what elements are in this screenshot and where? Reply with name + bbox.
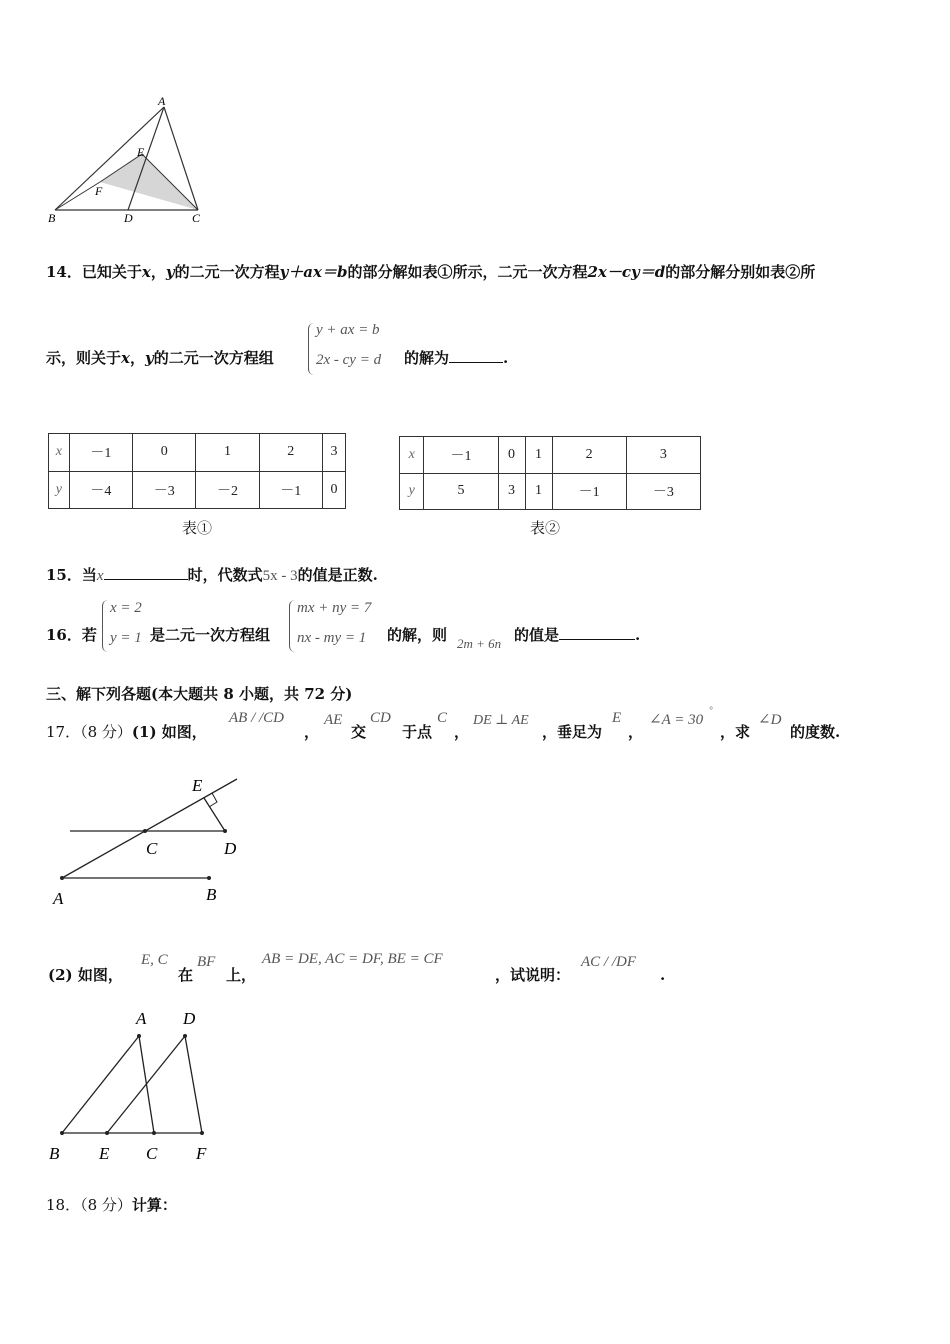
table-row: y 5 3 1 －1 －3 bbox=[400, 473, 701, 510]
system-eq2-q14: 2x - cy = d bbox=[316, 352, 382, 368]
label-B: B bbox=[48, 211, 56, 225]
system-eq1-q14: y + ax = b bbox=[316, 322, 380, 338]
question-14-line2-end: 的解为 . bbox=[404, 349, 509, 367]
answer-blank-q16[interactable] bbox=[559, 625, 635, 640]
answer-blank-q15[interactable] bbox=[104, 565, 188, 580]
table-1-caption: 表① bbox=[182, 519, 213, 537]
question-14-line2: 示，则关于x，y的二元一次方程组 bbox=[46, 349, 274, 367]
label-D: D bbox=[224, 839, 237, 858]
parallel-lines-figure-q17-1 bbox=[46, 770, 256, 910]
label-A: A bbox=[136, 1009, 147, 1028]
equation-2: 2x－cy＝d bbox=[587, 263, 666, 281]
label-A: A bbox=[53, 889, 64, 908]
label-F: F bbox=[95, 184, 103, 198]
section-3-title: 三、解下列各题(本大题共 8 小题，共 72 分) bbox=[46, 685, 353, 703]
label-D: D bbox=[183, 1009, 196, 1028]
expression-2m-6n: 2m + 6n bbox=[457, 636, 502, 651]
label-F: F bbox=[196, 1144, 207, 1163]
label-D: D bbox=[124, 211, 133, 225]
table-2-caption: 表② bbox=[530, 519, 561, 537]
label-E: E bbox=[99, 1144, 110, 1163]
answer-blank-q14[interactable] bbox=[449, 348, 503, 363]
table-1 bbox=[48, 433, 346, 509]
table-row: y －4 －3 －2 －1 0 bbox=[49, 471, 346, 509]
equation-1: y＋ax＝b bbox=[279, 263, 348, 281]
label-C: C bbox=[146, 839, 158, 858]
label-B: B bbox=[49, 1144, 60, 1163]
system-brace-q16b bbox=[289, 600, 296, 652]
label-B: B bbox=[206, 885, 217, 904]
label-E: E bbox=[192, 776, 203, 795]
label-A: A bbox=[158, 94, 166, 108]
label-C: C bbox=[146, 1144, 158, 1163]
system-brace-q14 bbox=[308, 323, 315, 375]
triangles-figure-q17-2 bbox=[42, 1005, 222, 1170]
label-C: C bbox=[192, 211, 201, 225]
question-14-line1: 14．已知关于x，y的二元一次方程y＋ax＝b的部分解如表①所示，二元一次方程2x－cy＝d的部分解分别如表②所 bbox=[46, 263, 816, 281]
table-row: x －1 0 1 2 3 bbox=[400, 437, 701, 474]
triangle-figure-q13 bbox=[40, 92, 220, 227]
question-18: 18．（8 分）计算： bbox=[46, 1196, 177, 1214]
question-15: 15．当x 时，代数式5x - 3的值是正数. bbox=[46, 566, 378, 584]
question-17-part1: 17．（8 分）(1) 如图， bbox=[46, 723, 207, 741]
system-brace-q16a bbox=[102, 600, 109, 652]
table-row: x －1 0 1 2 3 bbox=[49, 434, 346, 472]
expression-5x-3: 5x - 3 bbox=[262, 568, 298, 584]
label-E: E bbox=[137, 145, 145, 159]
table-2 bbox=[399, 436, 701, 510]
question-16-start: 16．若 bbox=[46, 626, 97, 644]
